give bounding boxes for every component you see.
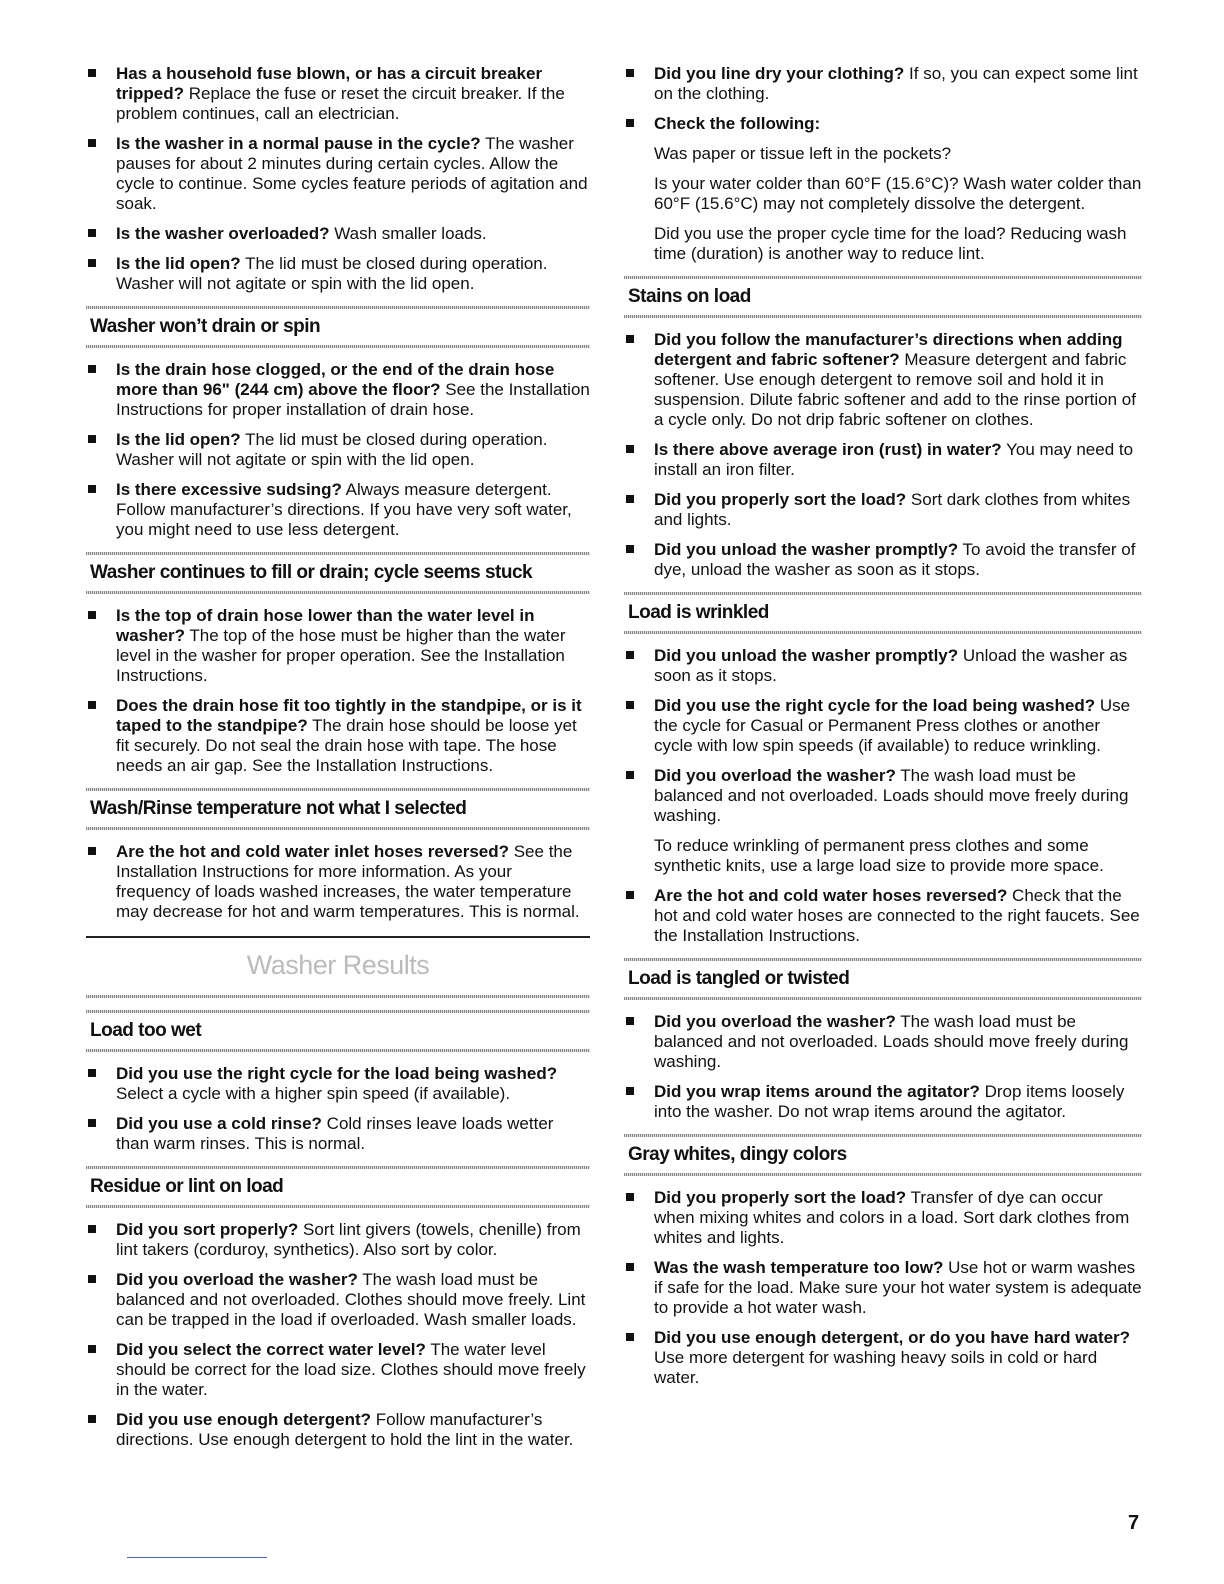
bullet-icon <box>88 139 96 147</box>
question-text: Did you use enough detergent? <box>116 1410 372 1429</box>
list-item <box>624 490 1142 530</box>
bullet-icon <box>88 847 96 855</box>
detail-paragraph: Did you use the proper cycle time for the load? Reducing wash time (duration) is another way to reduce lint. <box>654 224 1127 263</box>
question-text: Is the washer in a normal pause in the cycle? <box>116 134 481 153</box>
hatched-rule <box>624 997 1142 1000</box>
bullet-icon <box>626 701 634 709</box>
major-heading: Washer Results <box>246 950 430 980</box>
section-heading <box>624 958 1142 1000</box>
answer-text: Unload the washer as soon as it stops. <box>654 646 1128 685</box>
question-text: Did you properly sort the load? <box>654 1188 907 1207</box>
bullet-icon <box>626 891 634 899</box>
page-number: 7 <box>1128 1512 1140 1534</box>
section-title: Load too wet <box>90 1020 202 1041</box>
bullet-icon <box>88 1069 96 1077</box>
question-text: Are the hot and cold water inlet hoses reversed? <box>116 842 509 861</box>
answer-text: The wash load must be balanced and not overloaded. Loads should move freely during washing. <box>654 1012 1129 1071</box>
list-item <box>624 1258 1142 1318</box>
footer-rule <box>127 1557 267 1558</box>
section-title: Load is tangled or twisted <box>628 968 850 989</box>
bullet-icon <box>626 771 634 779</box>
question-text: Are the hot and cold water hoses reversed? <box>654 886 1008 905</box>
bullet-icon <box>626 1087 634 1095</box>
section-heading <box>86 1166 590 1208</box>
list-item <box>86 606 590 686</box>
section-title: Load is wrinkled <box>628 602 769 623</box>
question-text: Is the drain hose clogged, or the end of the drain hose more than 96" (244 cm) above the floor? <box>116 360 555 399</box>
list-item <box>624 766 1142 876</box>
list-item <box>86 224 590 244</box>
list-item <box>86 254 590 294</box>
question-text: Did you follow the manufacturer’s directions when adding detergent and fabric softener? <box>654 330 1123 369</box>
list-item <box>86 480 590 540</box>
answer-text: To avoid the transfer of dye, unload the washer as soon as it stops. <box>654 540 1136 579</box>
bullet-icon <box>88 701 96 709</box>
list-item <box>624 440 1142 480</box>
list-item <box>86 1064 590 1104</box>
list-item <box>624 114 1142 264</box>
list-item <box>624 1188 1142 1248</box>
hatched-rule <box>86 345 590 348</box>
answer-text: The washer pauses for about 2 minutes during certain cycles. Allow the cycle to continue. Some cycles feature periods of agitation and soak. <box>116 134 588 213</box>
bullet-icon <box>88 1415 96 1423</box>
bullet-icon <box>88 259 96 267</box>
detail-paragraph: Is your water colder than 60°F (15.6°C)? Wash water colder than 60°F (15.6°C) may not completely dissolve the detergent. <box>654 174 1142 213</box>
hatched-rule <box>86 995 590 998</box>
answer-text: Measure detergent and fabric softener. Use enough detergent to remove soil and hold it in suspension. Dilute fabric softener and add to the rinse portion of a cycle only. Do not drip fabric softener on clothes. <box>654 350 1136 429</box>
answer-text: Use more detergent for washing heavy soils in cold or hard water. <box>654 1348 1098 1387</box>
list-item <box>624 1012 1142 1072</box>
list-item <box>624 646 1142 686</box>
left-column <box>86 64 590 1460</box>
detail-paragraph: To reduce wrinkling of permanent press clothes and some synthetic knits, use a large load size to provide more space. <box>654 836 1104 875</box>
answer-text: Use the cycle for Casual or Permanent Press clothes or another cycle with low spin speeds (if available) to reduce wrinkling. <box>654 696 1131 755</box>
question-text: Did you use a cold rinse? <box>116 1114 322 1133</box>
answer-text: Follow manufacturer’s directions. Use enough detergent to hold the lint in the water. <box>116 1410 574 1449</box>
answer-text: Sort lint givers (towels, chenille) from lint takers (corduroy, synthetics). Also sort by color. <box>116 1220 581 1259</box>
section-title: Stains on load <box>628 286 751 307</box>
list-item <box>624 1328 1142 1388</box>
bullet-icon <box>626 1193 634 1201</box>
answer-text: The lid must be closed during operation. Washer will not agitate or spin with the lid open. <box>116 430 548 469</box>
question-text: Has a household fuse blown, or has a circuit breaker tripped? <box>116 64 543 103</box>
question-text: Did you line dry your clothing? <box>654 64 905 83</box>
bullet-icon <box>626 1017 634 1025</box>
question-text: Did you overload the washer? <box>654 766 896 785</box>
answer-text: Use hot or warm washes if safe for the load. Make sure your hot water system is adequate to provide a hot water wash. <box>654 1258 1142 1317</box>
answer-text: The wash load must be balanced and not overloaded. Loads should move freely during washing. <box>654 766 1129 825</box>
question-text: Did you overload the washer? <box>654 1012 896 1031</box>
bullet-icon <box>626 445 634 453</box>
bullet-icon <box>626 335 634 343</box>
answer-text: Replace the fuse or reset the circuit breaker. If the problem continues, call an electrician. <box>116 84 565 123</box>
section-heading <box>86 306 590 348</box>
answer-text: The lid must be closed during operation. Washer will not agitate or spin with the lid open. <box>116 254 548 293</box>
question-text: Is the top of drain hose lower than the water level in washer? <box>116 606 535 645</box>
question-text: Is the lid open? <box>116 430 241 449</box>
answer-text: Always measure detergent. Follow manufacturer’s directions. If you have very soft water, you might need to use less detergent. <box>116 480 572 539</box>
question-text: Did you select the correct water level? <box>116 1340 426 1359</box>
question-text: Did you properly sort the load? <box>654 490 907 509</box>
answer-text: Wash smaller loads. <box>329 224 487 243</box>
hatched-rule <box>86 1049 590 1052</box>
answer-text: You may need to install an iron filter. <box>654 440 1134 479</box>
section-title: Residue or lint on load <box>90 1176 284 1197</box>
question-text: Did you unload the washer promptly? <box>654 540 959 559</box>
question-text: Is the washer overloaded? <box>116 224 330 243</box>
bullet-icon <box>626 1333 634 1341</box>
list-item <box>624 886 1142 946</box>
list-item <box>86 1270 590 1330</box>
list-item <box>86 1410 590 1450</box>
section-title: Washer won’t drain or spin <box>90 316 321 337</box>
question-text: Did you overload the washer? <box>116 1270 358 1289</box>
question-text: Did you use the right cycle for the load being washed? <box>116 1064 558 1083</box>
bullet-icon <box>626 545 634 553</box>
list-item <box>86 430 590 470</box>
answer-text: The wash load must be balanced and not overloaded. Clothes should move freely. Lint can be trapped in the load if overloaded. Wash smaller loads. <box>116 1270 586 1329</box>
question-text: Did you use enough detergent, or do you have hard water? <box>654 1328 1131 1347</box>
major-heading-block <box>86 936 590 998</box>
list-item <box>86 64 590 124</box>
question-text: Does the drain hose fit too tightly in the standpipe, or is it taped to the standpipe? <box>116 696 582 735</box>
section-heading <box>86 1010 590 1052</box>
bullet-icon <box>626 495 634 503</box>
bullet-icon <box>88 1275 96 1283</box>
hatched-rule <box>624 315 1142 318</box>
bullet-icon <box>88 435 96 443</box>
bullet-icon <box>88 229 96 237</box>
list-item <box>86 360 590 420</box>
answer-text: Select a cycle with a higher spin speed (if available). <box>116 1084 511 1103</box>
section-heading <box>86 552 590 594</box>
list-item <box>624 64 1142 104</box>
detail-paragraph: Was paper or tissue left in the pockets? <box>654 144 952 163</box>
section-title: Gray whites, dingy colors <box>628 1144 847 1165</box>
question-text: Did you unload the washer promptly? <box>654 646 959 665</box>
list-item <box>624 330 1142 430</box>
hatched-rule <box>86 591 590 594</box>
answer-text: See the Installation Instructions for proper installation of drain hose. <box>116 380 590 419</box>
hatched-rule <box>86 827 590 830</box>
section-title: Wash/Rinse temperature not what I selected <box>90 798 467 819</box>
answer-text: If so, you can expect some lint on the clothing. <box>654 64 1138 103</box>
bullet-icon <box>88 1119 96 1127</box>
answer-text: The water level should be correct for the load size. Clothes should move freely in the water. <box>116 1340 586 1399</box>
list-item <box>86 134 590 214</box>
answer-text: The drain hose should be loose yet fit securely. Do not seal the drain hose with tape. The hose needs an air gap. See the Installation Instructions. <box>116 716 577 775</box>
bullet-icon <box>88 485 96 493</box>
list-item <box>86 1114 590 1154</box>
bullet-icon <box>626 1263 634 1271</box>
answer-text: Transfer of dye can occur when mixing whites and colors in a load. Sort dark clothes from whites and lights. <box>654 1188 1130 1247</box>
section-heading <box>624 592 1142 634</box>
answer-text: Drop items loosely into the washer. Do not wrap items around the agitator. <box>654 1082 1125 1121</box>
question-text: Did you sort properly? <box>116 1220 299 1239</box>
answer-text: Cold rinses leave loads wetter than warm rinses. This is normal. <box>116 1114 554 1153</box>
section-heading <box>624 276 1142 318</box>
bullet-icon <box>626 651 634 659</box>
list-item <box>624 1082 1142 1122</box>
answer-text: Sort dark clothes from whites and lights. <box>654 490 1131 529</box>
list-item <box>86 696 590 776</box>
list-item <box>86 1220 590 1260</box>
bullet-icon <box>88 611 96 619</box>
question-text: Was the wash temperature too low? <box>654 1258 944 1277</box>
bullet-icon <box>88 365 96 373</box>
hatched-rule <box>624 1173 1142 1176</box>
answer-text: The top of the hose must be higher than the water level in the washer for proper operation. See the Installation Instructions. <box>116 626 566 685</box>
section-title: Washer continues to fill or drain; cycle seems stuck <box>90 562 533 583</box>
answer-text: See the Installation Instructions for more information. As your frequency of loads washed increases, the water temperature may decrease for hot and warm temperatures. This is normal. <box>116 842 580 921</box>
question-text: Did you use the right cycle for the load being washed? <box>654 696 1096 715</box>
section-heading <box>624 1134 1142 1176</box>
list-item <box>624 540 1142 580</box>
question-text: Is there excessive sudsing? <box>116 480 342 499</box>
right-column <box>624 64 1142 1398</box>
list-item <box>624 696 1142 756</box>
hatched-rule <box>86 1205 590 1208</box>
question-text: Did you wrap items around the agitator? <box>654 1082 980 1101</box>
bullet-icon <box>88 69 96 77</box>
question-text: Check the following: <box>654 114 821 133</box>
bullet-icon <box>88 1225 96 1233</box>
answer-text: Check that the hot and cold water hoses are connected to the right faucets. See the Installation Instructions. <box>654 886 1140 945</box>
question-text: Is there above average iron (rust) in water? <box>654 440 1002 459</box>
list-item <box>86 842 590 922</box>
bullet-icon <box>626 119 634 127</box>
bullet-icon <box>88 1345 96 1353</box>
list-item <box>86 1340 590 1400</box>
bullet-icon <box>626 69 634 77</box>
section-heading <box>86 788 590 830</box>
hatched-rule <box>624 631 1142 634</box>
question-text: Is the lid open? <box>116 254 241 273</box>
